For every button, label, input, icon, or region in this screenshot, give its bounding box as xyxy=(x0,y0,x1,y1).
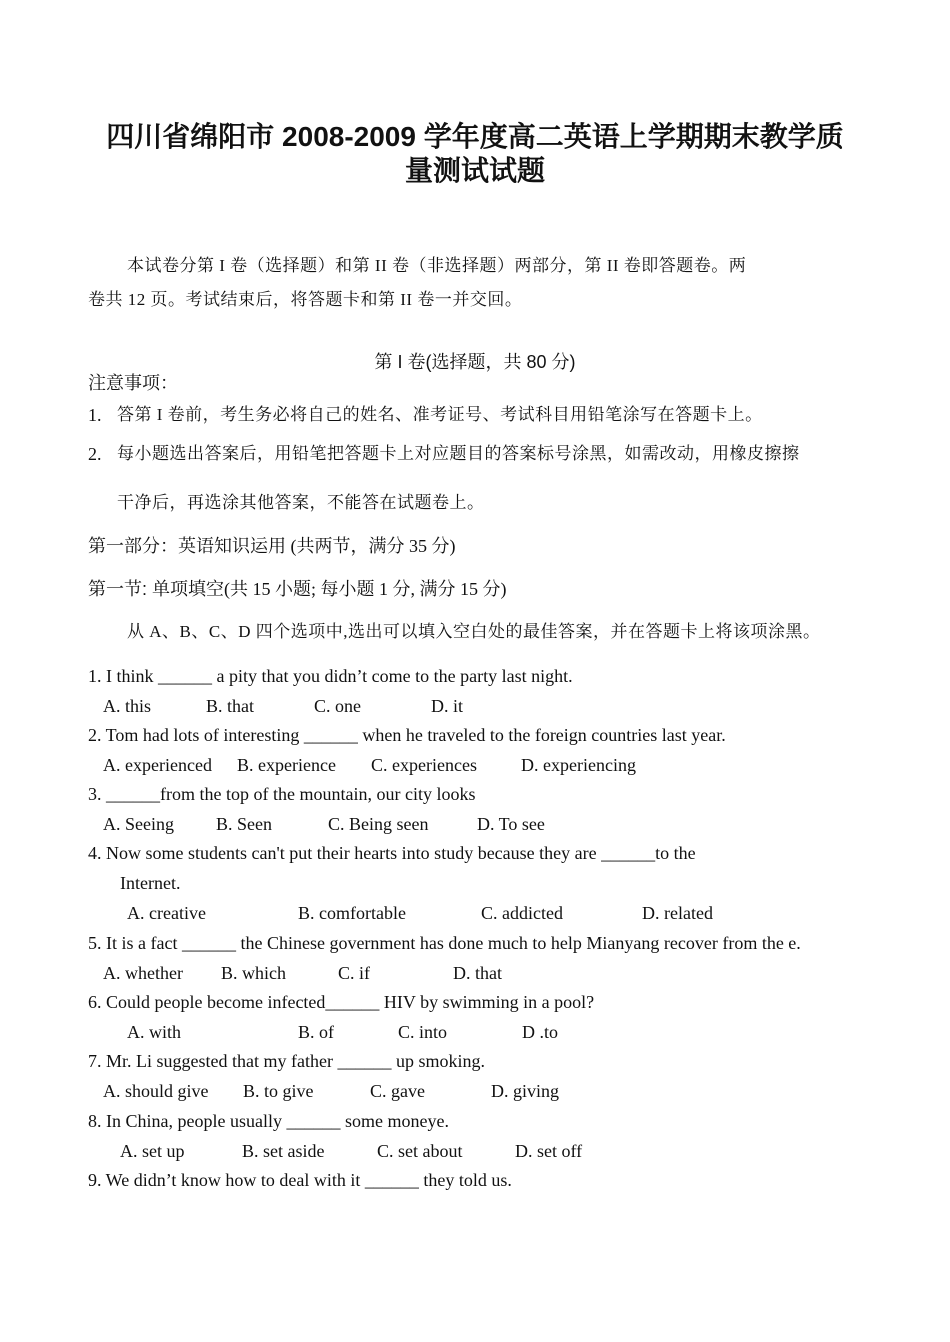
question-4-option-a: A. creative xyxy=(127,903,206,923)
question-2-option-c: C. experiences xyxy=(371,755,477,775)
question-3-option-b: B. Seen xyxy=(216,814,272,834)
question-1-option-a: A. this xyxy=(103,696,152,716)
question-5-option-c: C. if xyxy=(338,963,371,983)
question-1-option-d: D. it xyxy=(431,696,464,716)
intro-line-1: 本试卷分第 I 卷（选择题）和第 II 卷（非选择题）两部分，第 II 卷即答题卷。两 xyxy=(127,256,747,275)
question-2-option-b: B. experience xyxy=(237,755,336,775)
question-6-option-b: B. of xyxy=(298,1022,334,1042)
note-2-number: 2. xyxy=(88,444,102,464)
section-1-1-heading xyxy=(88,577,507,601)
note-1-number: 1. xyxy=(88,405,102,425)
question-1-stem: 1. I think ______ a pity that you didn’t come to the party last night. xyxy=(88,666,573,686)
question-6-stem: 6. Could people become infected______ HIV by swimming in a pool? xyxy=(88,992,595,1012)
document-title-line-1: 四川省绵阳市 2008-2009 学年度高二英语上学期期末教学质 xyxy=(106,121,844,152)
question-6-option-d: D .to xyxy=(522,1022,558,1042)
question-9-stem: 9. We didn’t know how to deal with it ______ they told us. xyxy=(88,1170,512,1190)
question-7-option-c: C. gave xyxy=(370,1081,425,1101)
question-3-stem: 3. ______from the top of the mountain, our city looks xyxy=(88,784,476,804)
question-4-stem: 4. Now some students can't put their hearts into study because they are ______to the xyxy=(88,843,696,863)
question-6-option-c: C. into xyxy=(398,1022,448,1042)
question-4-option-b: B. comfortable xyxy=(298,903,406,923)
note-2-text-line-2: 干净后，再选涂其他答案，不能答在试题卷上。 xyxy=(117,493,485,512)
question-7-option-a: A. should give xyxy=(103,1081,209,1101)
question-4-option-d: D. related xyxy=(642,903,713,923)
question-2-option-a: A. experienced xyxy=(103,755,212,775)
question-3-option-a: A. Seeing xyxy=(103,814,174,834)
question-8-option-a: A. set up xyxy=(120,1141,185,1161)
question-7-option-d: D. giving xyxy=(491,1081,560,1101)
question-7-stem: 7. Mr. Li suggested that my father ______ up smoking. xyxy=(88,1051,485,1071)
question-6-option-a: A. with xyxy=(127,1022,181,1042)
part-1-heading: 第 I 卷(选择题，共 80 分) xyxy=(374,352,576,372)
note-2-text-line-1: 每小题选出答案后，用铅笔把答题卡上对应题目的答案标号涂黑，如需改动，用橡皮擦擦 xyxy=(117,444,800,463)
question-5-option-d: D. that xyxy=(453,963,502,983)
question-1-option-b: B. that xyxy=(206,696,254,716)
question-2-option-d: D. experiencing xyxy=(521,755,636,775)
question-8-option-b: B. set aside xyxy=(242,1141,325,1161)
question-4-option-c: C. addicted xyxy=(481,903,563,923)
section-1-1-detail: (共 15 小题; 每小题 1 分, 满分 15 分) xyxy=(224,579,507,599)
note-1-text: 答第 I 卷前，考生务必将自己的姓名、准考证号、考试科目用铅笔涂写在答题卡上。 xyxy=(117,405,763,424)
question-3-option-d: D. To see xyxy=(477,814,545,834)
question-5-stem: 5. It is a fact ______ the Chinese government has done much to help Mianyang recover from the e. xyxy=(88,933,801,953)
question-7-option-b: B. to give xyxy=(243,1081,314,1101)
intro-line-2: 卷共 12 页。考试结束后，将答题卡和第 II 卷一并交回。 xyxy=(88,290,523,309)
answer-instruction: 从 A、B、C、D 四个选项中,选出可以填入空白处的最佳答案，并在答题卡上将该项涂黑。 xyxy=(127,622,821,641)
question-5-option-a: A. whether xyxy=(103,963,183,983)
question-2-stem: 2. Tom had lots of interesting ______ when he traveled to the foreign countries last year. xyxy=(88,725,726,745)
section-1-detail: (共两节，满分 35 分) xyxy=(286,536,456,556)
question-8-option-c: C. set about xyxy=(377,1141,463,1161)
question-1-option-c: C. one xyxy=(314,696,361,716)
question-3-option-c: C. Being seen xyxy=(328,814,429,834)
question-4-stem-continued: Internet. xyxy=(120,873,181,893)
notes-heading: 注意事项： xyxy=(88,373,178,393)
section-1-heading xyxy=(88,534,456,558)
section-1-label: 第一部分：英语知识运用 xyxy=(88,536,286,556)
document-title-line-2: 量测试试题 xyxy=(404,155,545,186)
section-1-1-label: 第一节: 单项填空 xyxy=(88,579,225,599)
question-8-option-d: D. set off xyxy=(515,1141,583,1161)
question-5-option-b: B. which xyxy=(221,963,286,983)
question-8-stem: 8. In China, people usually ______ some moneye. xyxy=(88,1111,449,1131)
